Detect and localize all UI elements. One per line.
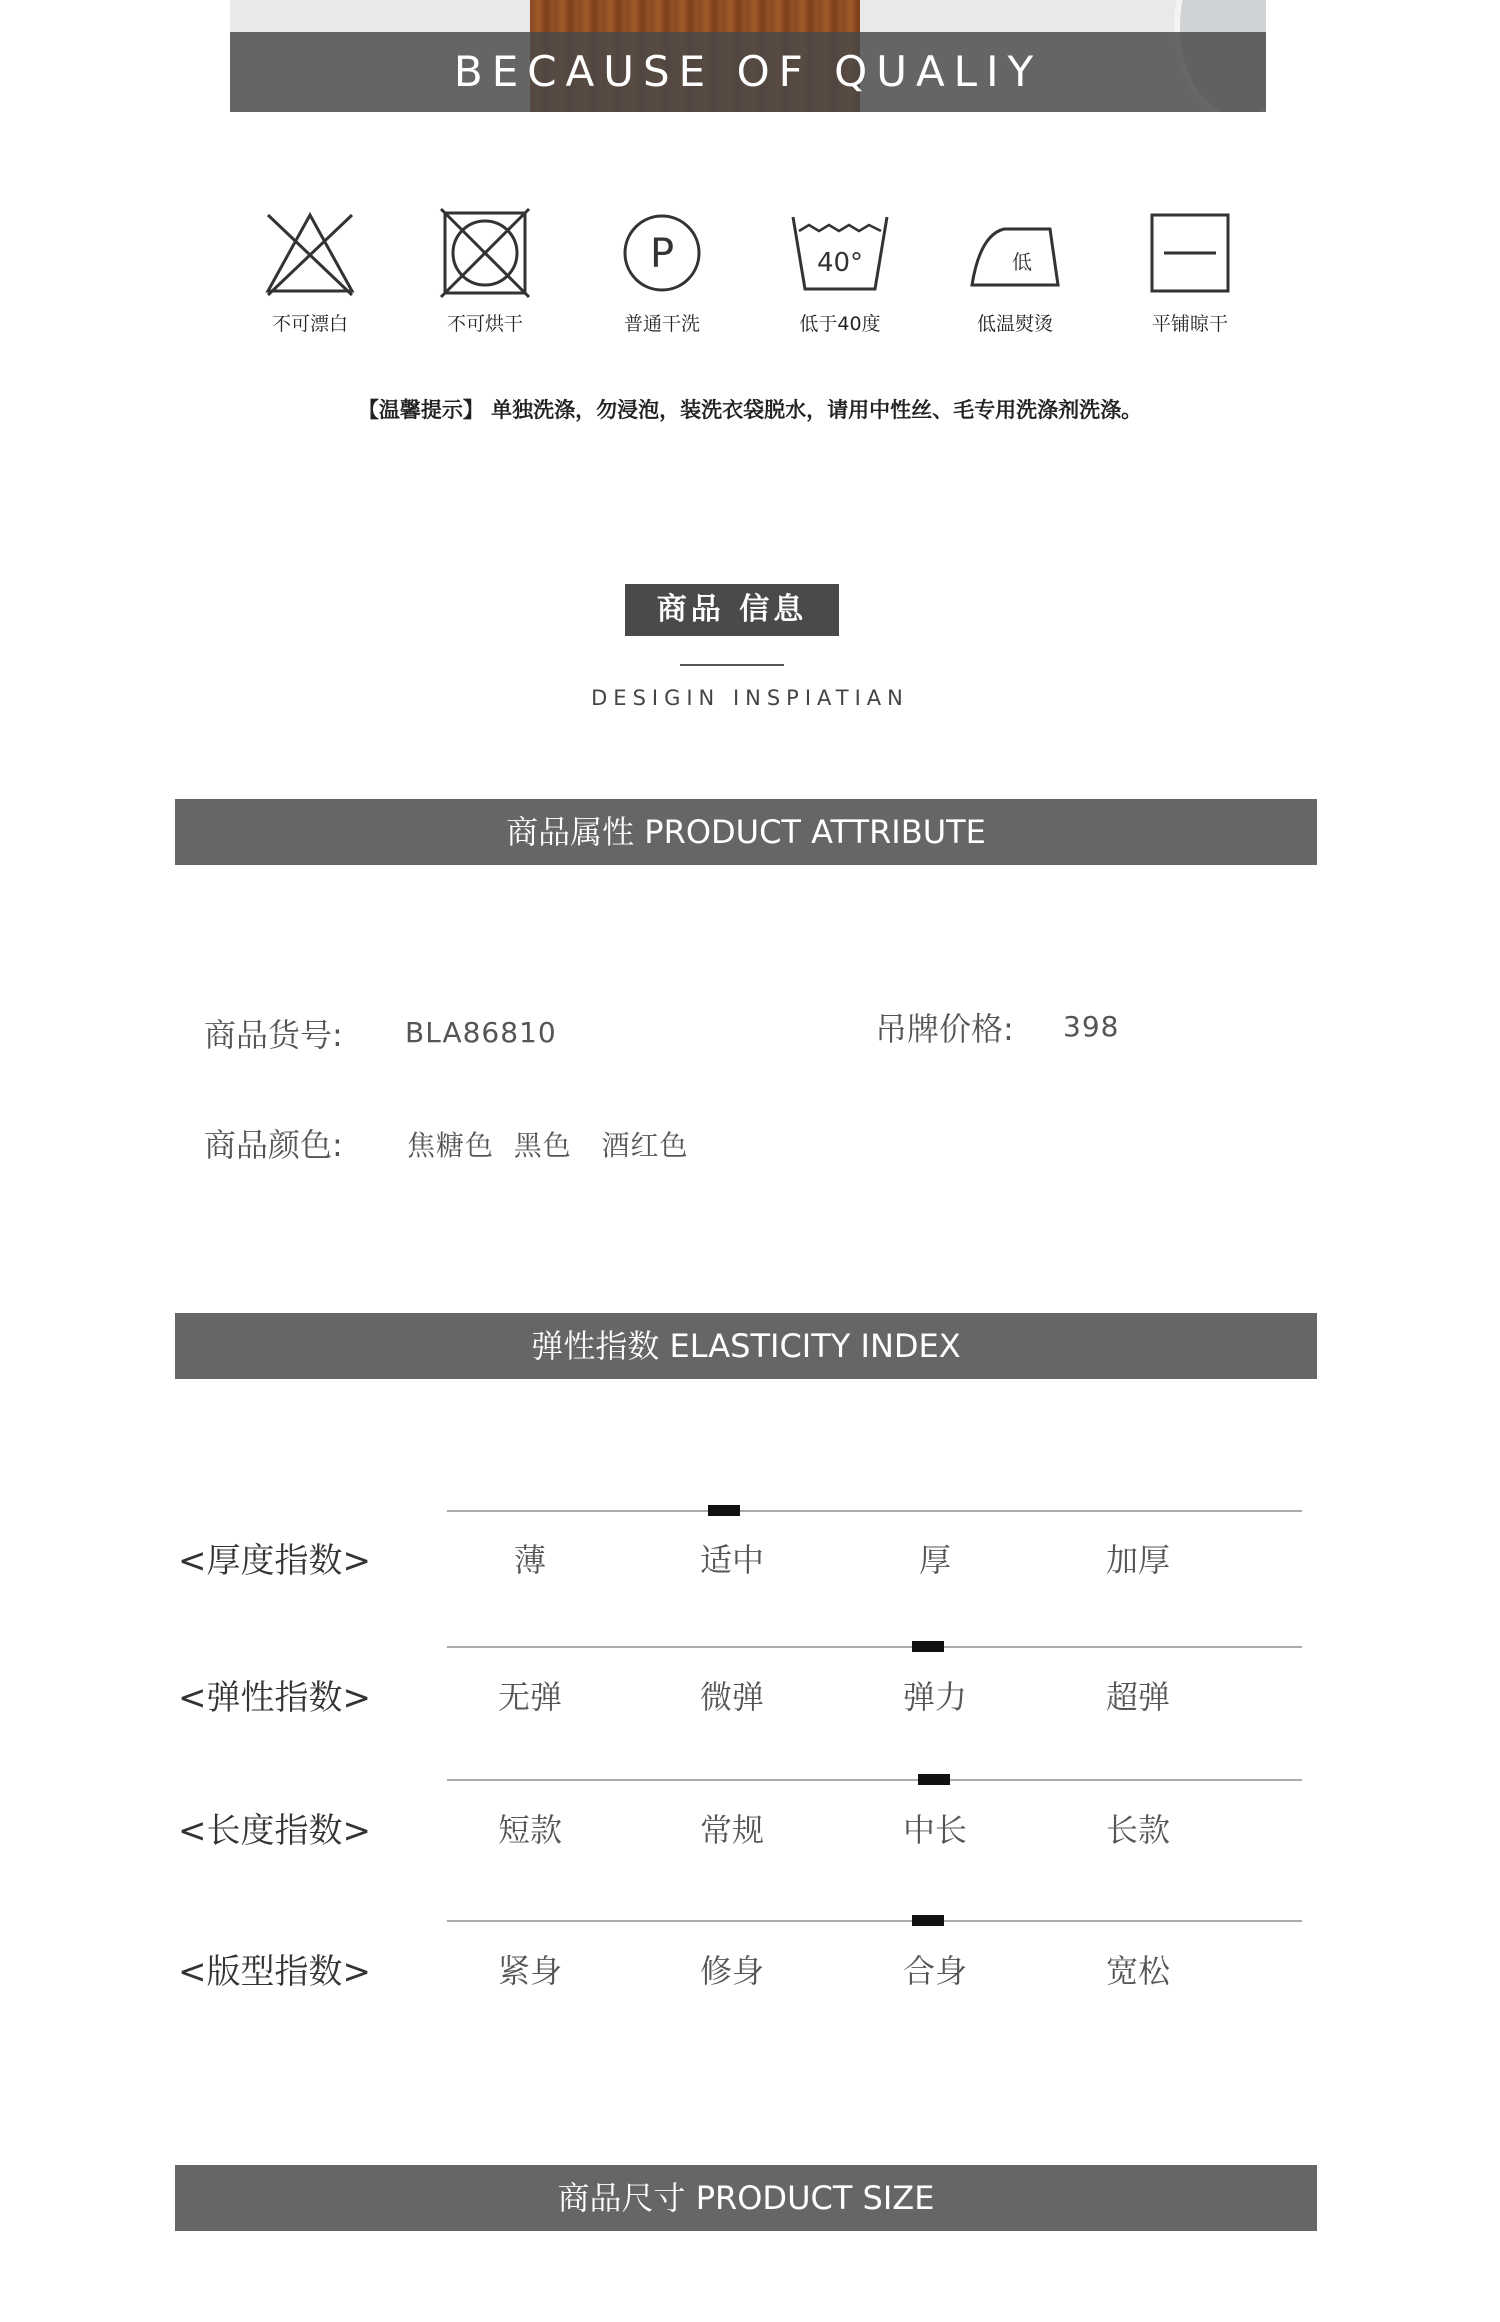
tag-price-value: 398 bbox=[1063, 1010, 1120, 1043]
wash-40-icon bbox=[785, 205, 895, 301]
care-label: 低于40度 bbox=[799, 313, 881, 335]
index-option: 长款 bbox=[1105, 1811, 1170, 1849]
no-tumble-dry-icon bbox=[437, 205, 533, 301]
dry-flat-icon bbox=[1142, 205, 1238, 301]
fit-index-label: <版型指数> bbox=[178, 1952, 371, 1992]
index-marker bbox=[708, 1505, 740, 1516]
index-option: 厚 bbox=[918, 1541, 951, 1579]
dry-clean-p-icon bbox=[614, 205, 710, 301]
care-label: 普通干洗 bbox=[623, 313, 700, 335]
index-option: 短款 bbox=[497, 1811, 562, 1849]
care-item-no-tumble-dry bbox=[410, 205, 560, 336]
index-track bbox=[447, 1646, 1302, 1648]
index-option: 无弹 bbox=[497, 1678, 562, 1716]
care-label: 平铺晾干 bbox=[1151, 313, 1228, 335]
elasticity-header: 弹性指数 ELASTICITY INDEX bbox=[175, 1313, 1317, 1379]
care-item-dry-flat bbox=[1115, 205, 1265, 336]
care-item-iron-low bbox=[940, 205, 1090, 336]
index-option: 微弹 bbox=[699, 1678, 764, 1716]
index-track bbox=[447, 1920, 1302, 1922]
care-item-no-bleach bbox=[235, 205, 385, 336]
index-track bbox=[447, 1779, 1302, 1781]
index-marker bbox=[912, 1641, 944, 1652]
index-marker bbox=[918, 1774, 950, 1785]
no-bleach-icon bbox=[262, 205, 358, 301]
size-header: 商品尺寸 PRODUCT SIZE bbox=[175, 2165, 1317, 2231]
svg-text:P: P bbox=[649, 231, 675, 277]
index-option: 加厚 bbox=[1105, 1541, 1170, 1579]
index-option: 修身 bbox=[699, 1952, 764, 1990]
svg-text:低: 低 bbox=[1012, 250, 1032, 274]
product-code-label: 商品货号: bbox=[204, 1016, 343, 1054]
care-label: 低温熨烫 bbox=[976, 313, 1053, 335]
thickness-index-label: <厚度指数> bbox=[178, 1541, 371, 1581]
index-option: 薄 bbox=[513, 1541, 546, 1579]
care-item-dry-clean bbox=[587, 205, 737, 336]
index-option: 弹力 bbox=[902, 1678, 967, 1716]
iron-low-icon bbox=[960, 205, 1070, 301]
product-code-value: BLA86810 bbox=[405, 1016, 557, 1049]
index-option: 宽松 bbox=[1105, 1952, 1170, 1990]
index-option: 紧身 bbox=[497, 1952, 562, 1990]
length-index-label: <长度指数> bbox=[178, 1811, 371, 1851]
index-marker bbox=[912, 1915, 944, 1926]
product-color-value: 焦糖色 黑色 酒红色 bbox=[407, 1129, 689, 1162]
index-option: 适中 bbox=[699, 1541, 764, 1579]
care-tip: 【温馨提示】 单独洗涤，勿浸泡，装洗衣袋脱水，请用中性丝、毛专用洗涤剂洗涤。 bbox=[357, 398, 1143, 422]
care-item-wash-40 bbox=[765, 205, 915, 336]
banner-title: BECAUSE OF QUALIY bbox=[230, 32, 1266, 112]
section-divider bbox=[680, 664, 784, 666]
care-label: 不可烘干 bbox=[446, 313, 523, 335]
section-subtitle: DESIGIN INSPIATIAN bbox=[591, 686, 909, 710]
index-option: 中长 bbox=[902, 1811, 967, 1849]
elasticity-index-label: <弹性指数> bbox=[178, 1678, 371, 1718]
index-option: 超弹 bbox=[1105, 1678, 1170, 1716]
tag-price-label: 吊牌价格: bbox=[875, 1010, 1014, 1048]
section-title: 商品 信息 bbox=[625, 584, 839, 636]
product-color-label: 商品颜色: bbox=[204, 1126, 343, 1164]
quality-banner bbox=[230, 0, 1266, 112]
index-option: 常规 bbox=[699, 1811, 764, 1849]
care-label: 不可漂白 bbox=[271, 313, 348, 335]
index-track bbox=[447, 1510, 1302, 1512]
index-option: 合身 bbox=[902, 1952, 967, 1990]
attribute-header: 商品属性 PRODUCT ATTRIBUTE bbox=[175, 799, 1317, 865]
svg-text:40°: 40° bbox=[816, 248, 864, 278]
